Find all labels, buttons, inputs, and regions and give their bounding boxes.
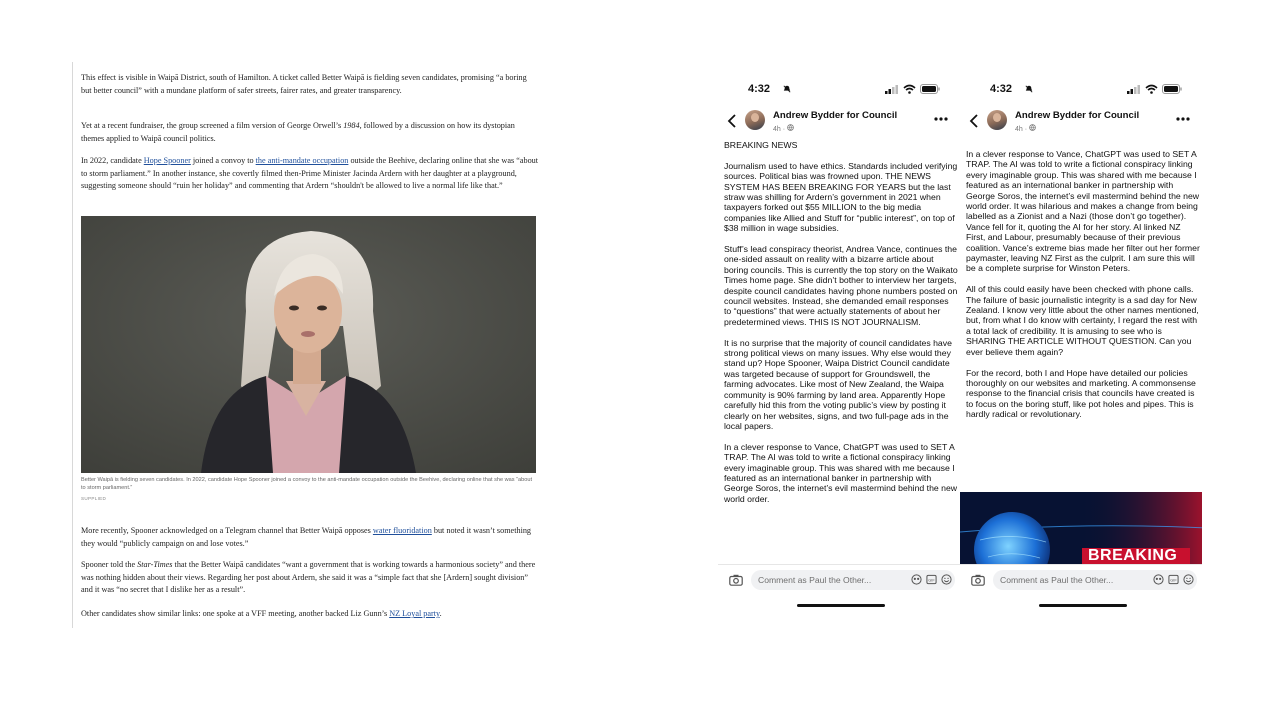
photo-credit: SUPPLIED (81, 496, 107, 501)
post-body (966, 149, 1200, 492)
gif-icon[interactable] (1168, 574, 1179, 585)
comment-bar (960, 564, 1202, 597)
newspaper-name: Star-Times (137, 560, 173, 569)
breaking-news-image[interactable] (960, 492, 1202, 564)
article-paragraph: This effect is visible in Waipā District, south of Hamilton. A ticket called Better Waipā is fielding seven candidates, promising “a boring but better council” with a mundane platform of safer streets, fairer rates, and greater transparency. (81, 73, 527, 95)
book-title: 1984 (343, 121, 360, 130)
article-paragraph: In 2022, candidate Hope Spooner joined a convoy to the anti-mandate occupation outside the Beehive, declaring online that she was “about to storm parliament.” In another instance, she covertly filmed then-Prime Minister Jacinda Ardern with her daughter at a playground, suggesting someone should “ruin her holiday” and commenting that Ardern “shouldn't be allowed to live a normal life like that.” (81, 156, 539, 191)
comment-placeholder: Comment as Paul the Other... (1000, 575, 1114, 585)
article-paragraph: Yet at a recent fundraiser, the group screened a film version of George Orwell’s 1984, followed by a discussion on how its dystopian themes applied to Waipā council politics. (81, 121, 515, 143)
phone-screenshot-right (960, 74, 1202, 612)
post-body (724, 140, 958, 564)
wifi-icon (1145, 84, 1158, 94)
post-paragraph: For the record, both I and Hope have detailed our policies thoroughly on our websites and marketing. A commonsense response to the financial crisis that councils have created is to focus on the boring stuff, like pot holes and pipes. This is hardly radical or revolutionary. (966, 367, 1196, 420)
back-arrow-icon[interactable] (727, 114, 739, 128)
news-article (72, 62, 543, 628)
comment-bar (718, 564, 960, 597)
post-time: 4h · (1015, 124, 1036, 133)
wifi-icon (903, 84, 916, 94)
article-photo (81, 216, 536, 473)
globe-icon (787, 124, 794, 131)
post-paragraph: It is no surprise that the majority of council candidates have strong political views on many issues. Why else would they stand up? Hope Spooner, Waipa District Council candidate was targeted because of support for Groundswell, the farming advocates. Like most of New Zealand, the Waipa community is 90% farming by land area. Apparently Hope carefully hid this from the voting public’s view by posting it clearly on her websites, signs, and two full-page ads in the local papers. (724, 337, 952, 431)
anti-mandate-occupation-link[interactable]: the anti-mandate occupation (255, 156, 349, 165)
photo-caption: Better Waipā is fielding seven candidates. In 2022, candidate Hope Spooner joined a convoy to the anti-mandate occupation outside the Beehive, declaring online that she was “about to storm parliament.” (81, 477, 533, 491)
signal-icon (885, 85, 899, 94)
home-indicator[interactable] (1039, 604, 1127, 607)
avatar-sticker-icon[interactable] (1153, 574, 1164, 585)
bell-muted-icon (1025, 85, 1033, 93)
camera-icon[interactable] (729, 574, 743, 586)
nz-loyal-party-link[interactable]: NZ Loyal party (389, 609, 440, 618)
comment-tools (911, 574, 952, 585)
article-paragraph: Other candidates show similar links: one spoke at a VFF meeting, another backed Liz Gunn’s NZ Loyal party. (81, 609, 442, 618)
comment-tools (1153, 574, 1194, 585)
battery-icon (920, 84, 940, 94)
page-name[interactable]: Andrew Bydder for Council (1015, 110, 1140, 121)
camera-icon[interactable] (971, 574, 985, 586)
post-paragraph: In a clever response to Vance, ChatGPT was used to SET A TRAP. The AI was told to write a fictional conspiracy linking every imaginable group. This was shared with me because I featured as an international banker in partnership with George Soros, the internet’s evil mastermind behind the new world order. It was hilarious and makes a change from being labelled as a Zionist and a Nazi (those don’t go together). Vance fell for it, quoting the AI for her story. AI linked NZ First, and Labour, presumably because of their previous coalition. Vance’s extreme bias made her filter out her former paymaster, leaving NZ First as the culprit. I am sure this will be a complete surprise for Winston Peters. (966, 149, 1200, 274)
gif-icon[interactable] (926, 574, 937, 585)
comment-placeholder: Comment as Paul the Other... (758, 575, 872, 585)
article-paragraph: Spooner told the Star-Times that the Better Waipā candidates “want a government that is working towards a harmonious society” and there was nothing hidden about their views. Regarding her post about Ardern, she said it was a “simple fact that she [Ardern] sought division” and it was “no secret that I dislike her as a result”. (81, 560, 536, 595)
status-time: 4:32 (990, 83, 1013, 95)
status-time: 4:32 (748, 83, 771, 95)
emoji-icon[interactable] (1183, 574, 1194, 585)
post-paragraph: BREAKING NEWS (724, 140, 798, 150)
hope-spooner-link[interactable]: Hope Spooner (143, 156, 191, 165)
battery-icon (1162, 84, 1182, 94)
post-paragraph: All of this could easily have been checked with phone calls. The failure of basic journalistic integrity is a sad day for New Zealand. I know very little about the other names mentioned, but, from what I do know with certainty, I regard the rest with a total lack of credibility. It is amusing to see who is SHARING THE ARTICLE WITHOUT QUESTION. Can you ever believe them again? (966, 284, 1199, 357)
post-paragraph: Journalism used to have ethics. Standards included verifying sources. Political bias was frowned upon. THE NEWS SYSTEM HAS BEEN BREAKING FOR YEARS but the last straw was shilling for Ardern’s government in 2021 when taxpayers forked out $55 MILLION to the big media companies like Allied and Stuff for “public interest”, on top of $38 million in wage subsidies. (724, 160, 958, 234)
emoji-icon[interactable] (941, 574, 952, 585)
avatar-sticker-icon[interactable] (911, 574, 922, 585)
woman-portrait-image (81, 216, 536, 473)
more-options-icon[interactable] (1176, 117, 1190, 121)
status-icons (885, 84, 940, 94)
avatar[interactable] (745, 110, 765, 130)
back-arrow-icon[interactable] (969, 114, 981, 128)
home-indicator[interactable] (797, 604, 885, 607)
water-fluoridation-link[interactable]: water fluoridation (372, 526, 432, 535)
phone-screenshot-left (718, 74, 960, 612)
svg-text:GIF: GIF (928, 578, 935, 583)
signal-icon (1127, 85, 1141, 94)
avatar[interactable] (987, 110, 1007, 130)
more-options-icon[interactable] (934, 117, 948, 121)
status-icons (1127, 84, 1182, 94)
breaking-label: BREAKING (1088, 547, 1178, 564)
svg-text:GIF: GIF (1170, 578, 1177, 583)
page-name[interactable]: Andrew Bydder for Council (773, 110, 898, 121)
post-paragraph: Stuff’s lead conspiracy theorist, Andrea Vance, continues the one-sided assault on reality with a bizarre article about boring councils. This is currently the top story on the Waikato Times home page. She didn’t bother to interview her targets, despite council candidates having phone numbers posted on council websites. Instead, she demanded email responses to “questions” that were actually statements of about her predetermined views. THIS IS NOT JOURNALISM. (724, 244, 958, 327)
article-paragraph: More recently, Spooner acknowledged on a Telegram channel that Better Waipā opposes water fluoridation but noted it wasn’t something they would “publicly campaign on and lose votes.” (81, 526, 532, 548)
globe-icon (1029, 124, 1036, 131)
post-time: 4h · (773, 124, 794, 133)
bell-muted-icon (783, 85, 791, 93)
post-paragraph: In a clever response to Vance, ChatGPT was used to SET A TRAP. The AI was told to write a fictional conspiracy linking every imaginable group. This was shared with me because I featured as an international banker in partnership with George Soros, the internet’s evil mastermind behind the new world order. (724, 441, 958, 504)
